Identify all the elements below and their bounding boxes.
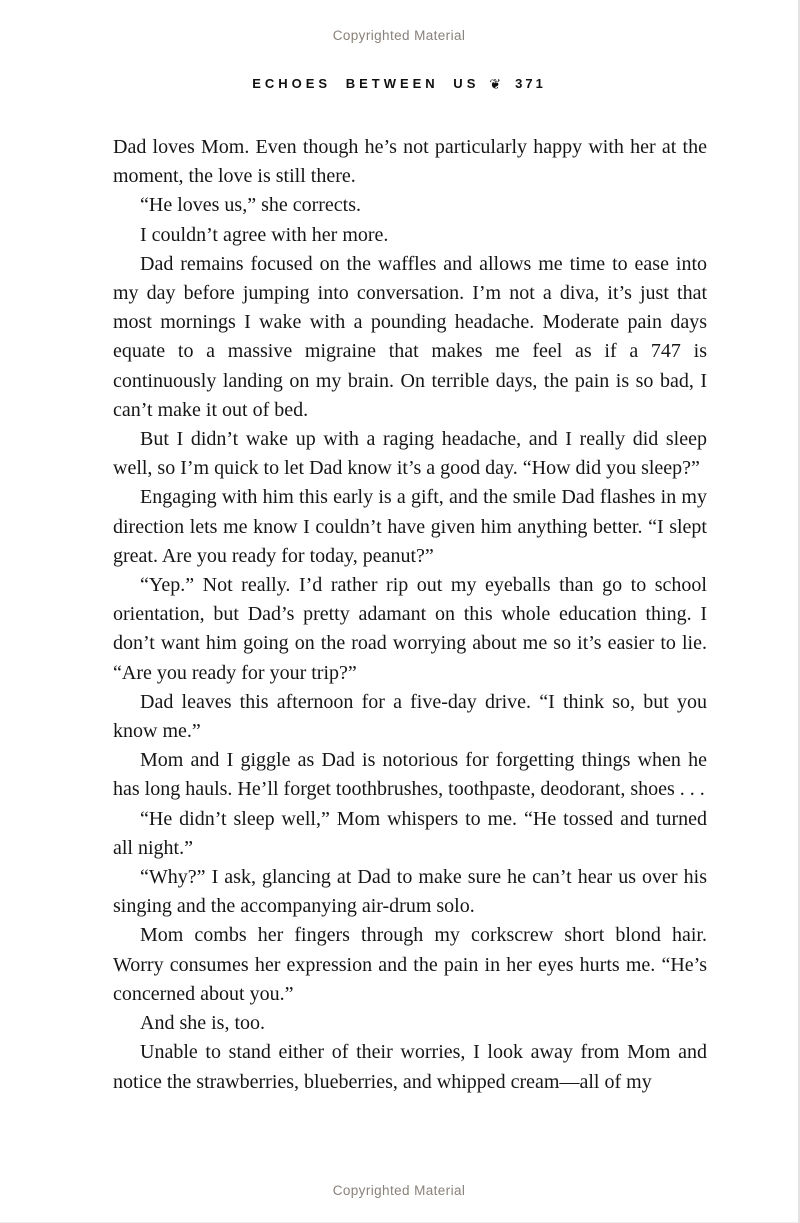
paragraph: But I didn’t wake up with a raging headache, and I really did sleep well, so I’m quick to let Dad know it’s a good day. “How did you sleep?” bbox=[113, 428, 707, 480]
paragraph: I couldn’t agree with her more. bbox=[140, 223, 389, 246]
paragraph: “Why?” I ask, glancing at Dad to make sure he can’t hear us over his singing and the accompanying air-drum solo. bbox=[113, 866, 707, 918]
paragraph: Dad loves Mom. Even though he’s not particularly happy with her at the moment, the love is still there. bbox=[113, 136, 707, 188]
paragraph: Dad leaves this afternoon for a five-day drive. “I think so, but you know me.” bbox=[113, 690, 707, 743]
running-header bbox=[0, 76, 798, 92]
paragraph: “Yep.” Not really. I’d rather rip out my eyeballs than go to school orientation, but Dad’s pretty adamant on this whole education thing. I don’t want him going on the road worrying about me so it’s easier to lie. “Are you ready for your trip?” bbox=[113, 574, 707, 684]
book-title: ECHOES BETWEEN US bbox=[252, 76, 480, 91]
paragraph: Mom combs her fingers through my corkscrew short blond hair. Worry consumes her expression and the pain in her eyes hurts me. “He’s concerned about you.” bbox=[113, 924, 707, 1005]
paragraph: Unable to stand either of their worries, I look away from Mom and notice the strawberries, blueberries, and whipped cream—all of my bbox=[113, 1041, 707, 1093]
paragraph: Engaging with him this early is a gift, and the smile Dad flashes in my direction lets me know I couldn’t have given him anything better. “I slept great. Are you ready for today, peanut?” bbox=[113, 486, 707, 567]
paragraph: “He loves us,” she corrects. bbox=[140, 194, 362, 217]
paragraph: “He didn’t sleep well,” Mom whispers to me. “He tossed and turned all night.” bbox=[113, 807, 707, 859]
paragraph: Dad remains focused on the waffles and allows me time to ease into my day before jumping into conversation. I’m not a diva, it’s just that most mornings I wake with a pounding headache. Moderate pain days equate to a massive migraine that makes me feel as if a 747 is continuously landing on my brain. On terrible days, the pain is so bad, I can’t make it out of bed. bbox=[113, 252, 707, 421]
body-text bbox=[113, 133, 707, 1097]
copyright-notice-top: Copyrighted Material bbox=[332, 28, 466, 43]
page-number: 371 bbox=[515, 76, 546, 91]
paragraph: Mom and I giggle as Dad is notorious for forgetting things when he has long hauls. He’ll forget toothbrushes, toothpaste, deodorant, shoes . . . bbox=[113, 749, 707, 801]
copyright-notice-bottom: Copyrighted Material bbox=[332, 1183, 466, 1198]
fleuron-ornament-icon: ❦ bbox=[489, 77, 502, 93]
paragraph: And she is, too. bbox=[140, 1012, 265, 1035]
